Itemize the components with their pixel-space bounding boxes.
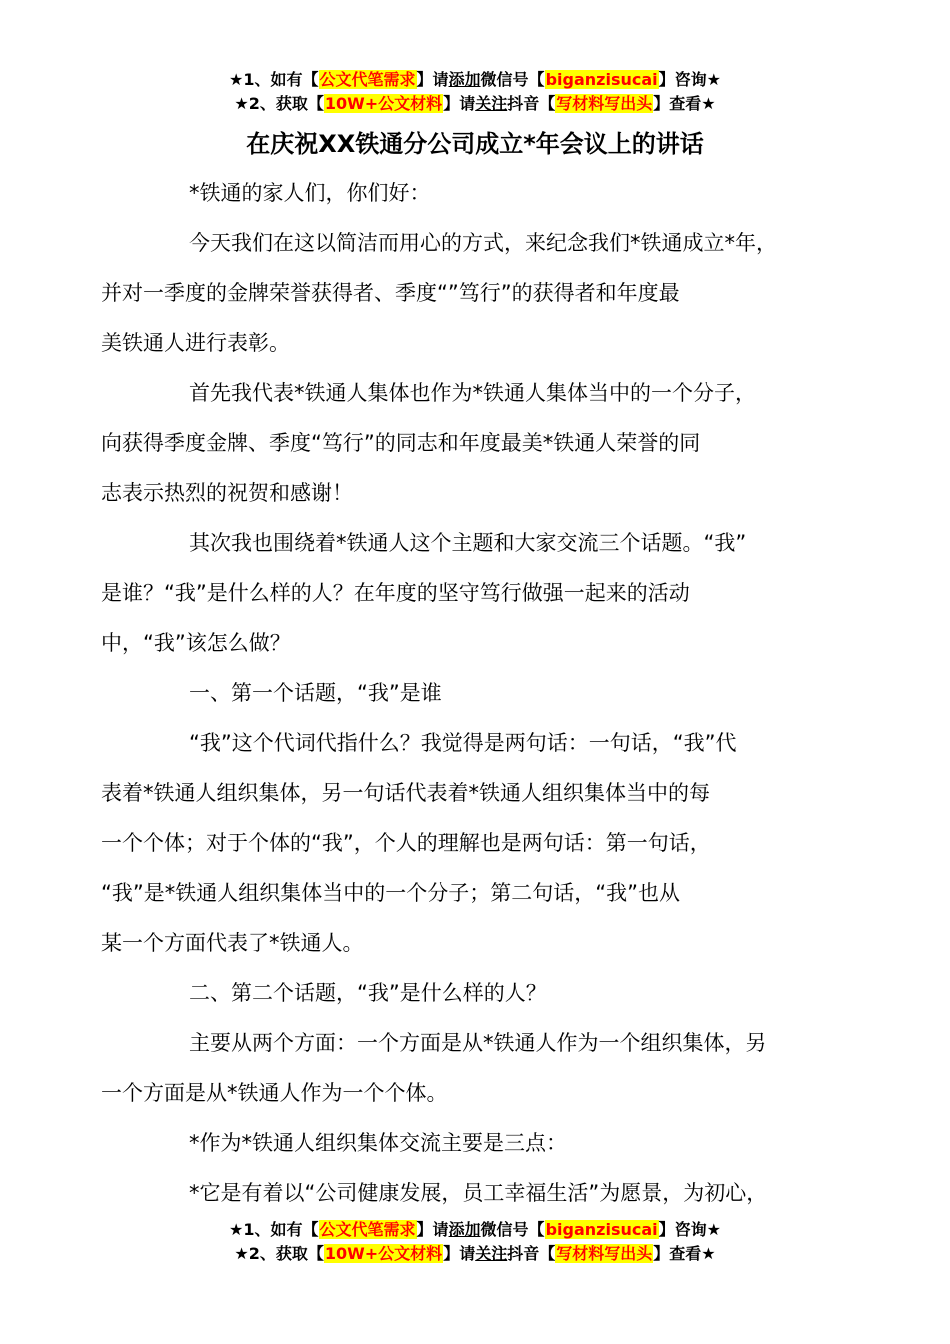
paragraph-line: 首先我代表*铁通人集体也作为*铁通人集体当中的一个分子， xyxy=(189,381,756,405)
paragraph-line: *它是有着以“公司健康发展，员工幸福生活”为愿景，为初心， xyxy=(189,1181,768,1205)
promo-highlight: 10W+公文材料 xyxy=(324,94,443,113)
paragraph-line: “我”是*铁通人组织集体当中的一个分子；第二句话，“我”也从 xyxy=(101,881,681,905)
promo-highlight: 10W+公文材料 xyxy=(324,1244,443,1263)
paragraph-line: 某一个方面代表了*铁通人。 xyxy=(101,931,364,955)
paragraph-line: *作为*铁通人组织集体交流主要是三点： xyxy=(189,1131,567,1155)
body-paragraph xyxy=(101,1018,825,1118)
paragraph-line: 中，“我”该怎么做？ xyxy=(101,631,291,655)
header-promo-banner xyxy=(0,68,950,116)
paragraph-line: 是谁？“我”是什么样的人？在年度的坚守笃行做强一起来的活动 xyxy=(101,581,690,605)
paragraph-line: 美铁通人进行表彰。 xyxy=(101,331,290,355)
paragraph-line: 其次我也围绕着*铁通人这个主题和大家交流三个话题。“我” xyxy=(189,531,747,555)
promo-line-2: ★2、获取【10W+公文材料】请关注抖音【写材料写出头】查看★ xyxy=(234,94,716,113)
body-paragraph xyxy=(101,518,825,668)
body-paragraph xyxy=(145,668,825,718)
promo-highlight: 公文代笔需求 xyxy=(319,70,416,89)
paragraph-line: 并对一季度的金牌荣誉获得者、季度“”笃行”的获得者和年度最 xyxy=(101,281,680,305)
paragraph-line: 主要从两个方面：一个方面是从*铁通人作为一个组织集体，另 xyxy=(189,1031,767,1055)
promo-highlight: biganzisucai xyxy=(545,1220,658,1239)
paragraph-line: 表着*铁通人组织集体，另一句话代表着*铁通人组织集体当中的每 xyxy=(101,781,710,805)
paragraph-line: 一、第一个话题，“我”是谁 xyxy=(189,681,442,705)
paragraph-line: 向获得季度金牌、季度“笃行”的同志和年度最美*铁通人荣誉的同 xyxy=(101,431,701,455)
paragraph-line: 一个个体；对于个体的“我”，个人的理解也是两句话：第一句话， xyxy=(101,831,711,855)
promo-highlight: biganzisucai xyxy=(545,70,658,89)
body-paragraph xyxy=(101,218,825,368)
paragraph-line: “我”这个代词代指什么？我觉得是两句话：一句话，“我”代 xyxy=(189,731,737,755)
paragraph-line: 志表示热烈的祝贺和感谢！ xyxy=(101,481,353,505)
body-paragraph xyxy=(145,968,825,1018)
footer-promo-banner xyxy=(0,1218,950,1266)
body-paragraph xyxy=(101,718,825,968)
promo-line-1: ★1、如有【公文代笔需求】请添加微信号【biganzisucai】咨询★ xyxy=(229,1220,721,1239)
paragraph-line: 一个方面是从*铁通人作为一个个体。 xyxy=(101,1081,448,1105)
promo-line-2: ★2、获取【10W+公文材料】请关注抖音【写材料写出头】查看★ xyxy=(234,1244,716,1263)
document-title: 在庆祝XX铁通分公司成立*年会议上的讲话 xyxy=(246,130,704,158)
promo-highlight: 公文代笔需求 xyxy=(319,1220,416,1239)
paragraph-line: 二、第二个话题，“我”是什么样的人？ xyxy=(189,981,547,1005)
promo-line-1: ★1、如有【公文代笔需求】请添加微信号【biganzisucai】咨询★ xyxy=(229,70,721,89)
document-body xyxy=(101,168,825,1218)
body-paragraph xyxy=(145,1168,825,1218)
body-paragraph xyxy=(145,168,825,218)
body-paragraph xyxy=(145,1118,825,1168)
body-paragraph xyxy=(101,368,825,518)
paragraph-line: *铁通的家人们，你们好： xyxy=(189,181,431,205)
paragraph-line: 今天我们在这以简洁而用心的方式，来纪念我们*铁通成立*年， xyxy=(189,231,777,255)
promo-highlight: 写材料写出头 xyxy=(556,1244,653,1263)
promo-highlight: 写材料写出头 xyxy=(556,94,653,113)
